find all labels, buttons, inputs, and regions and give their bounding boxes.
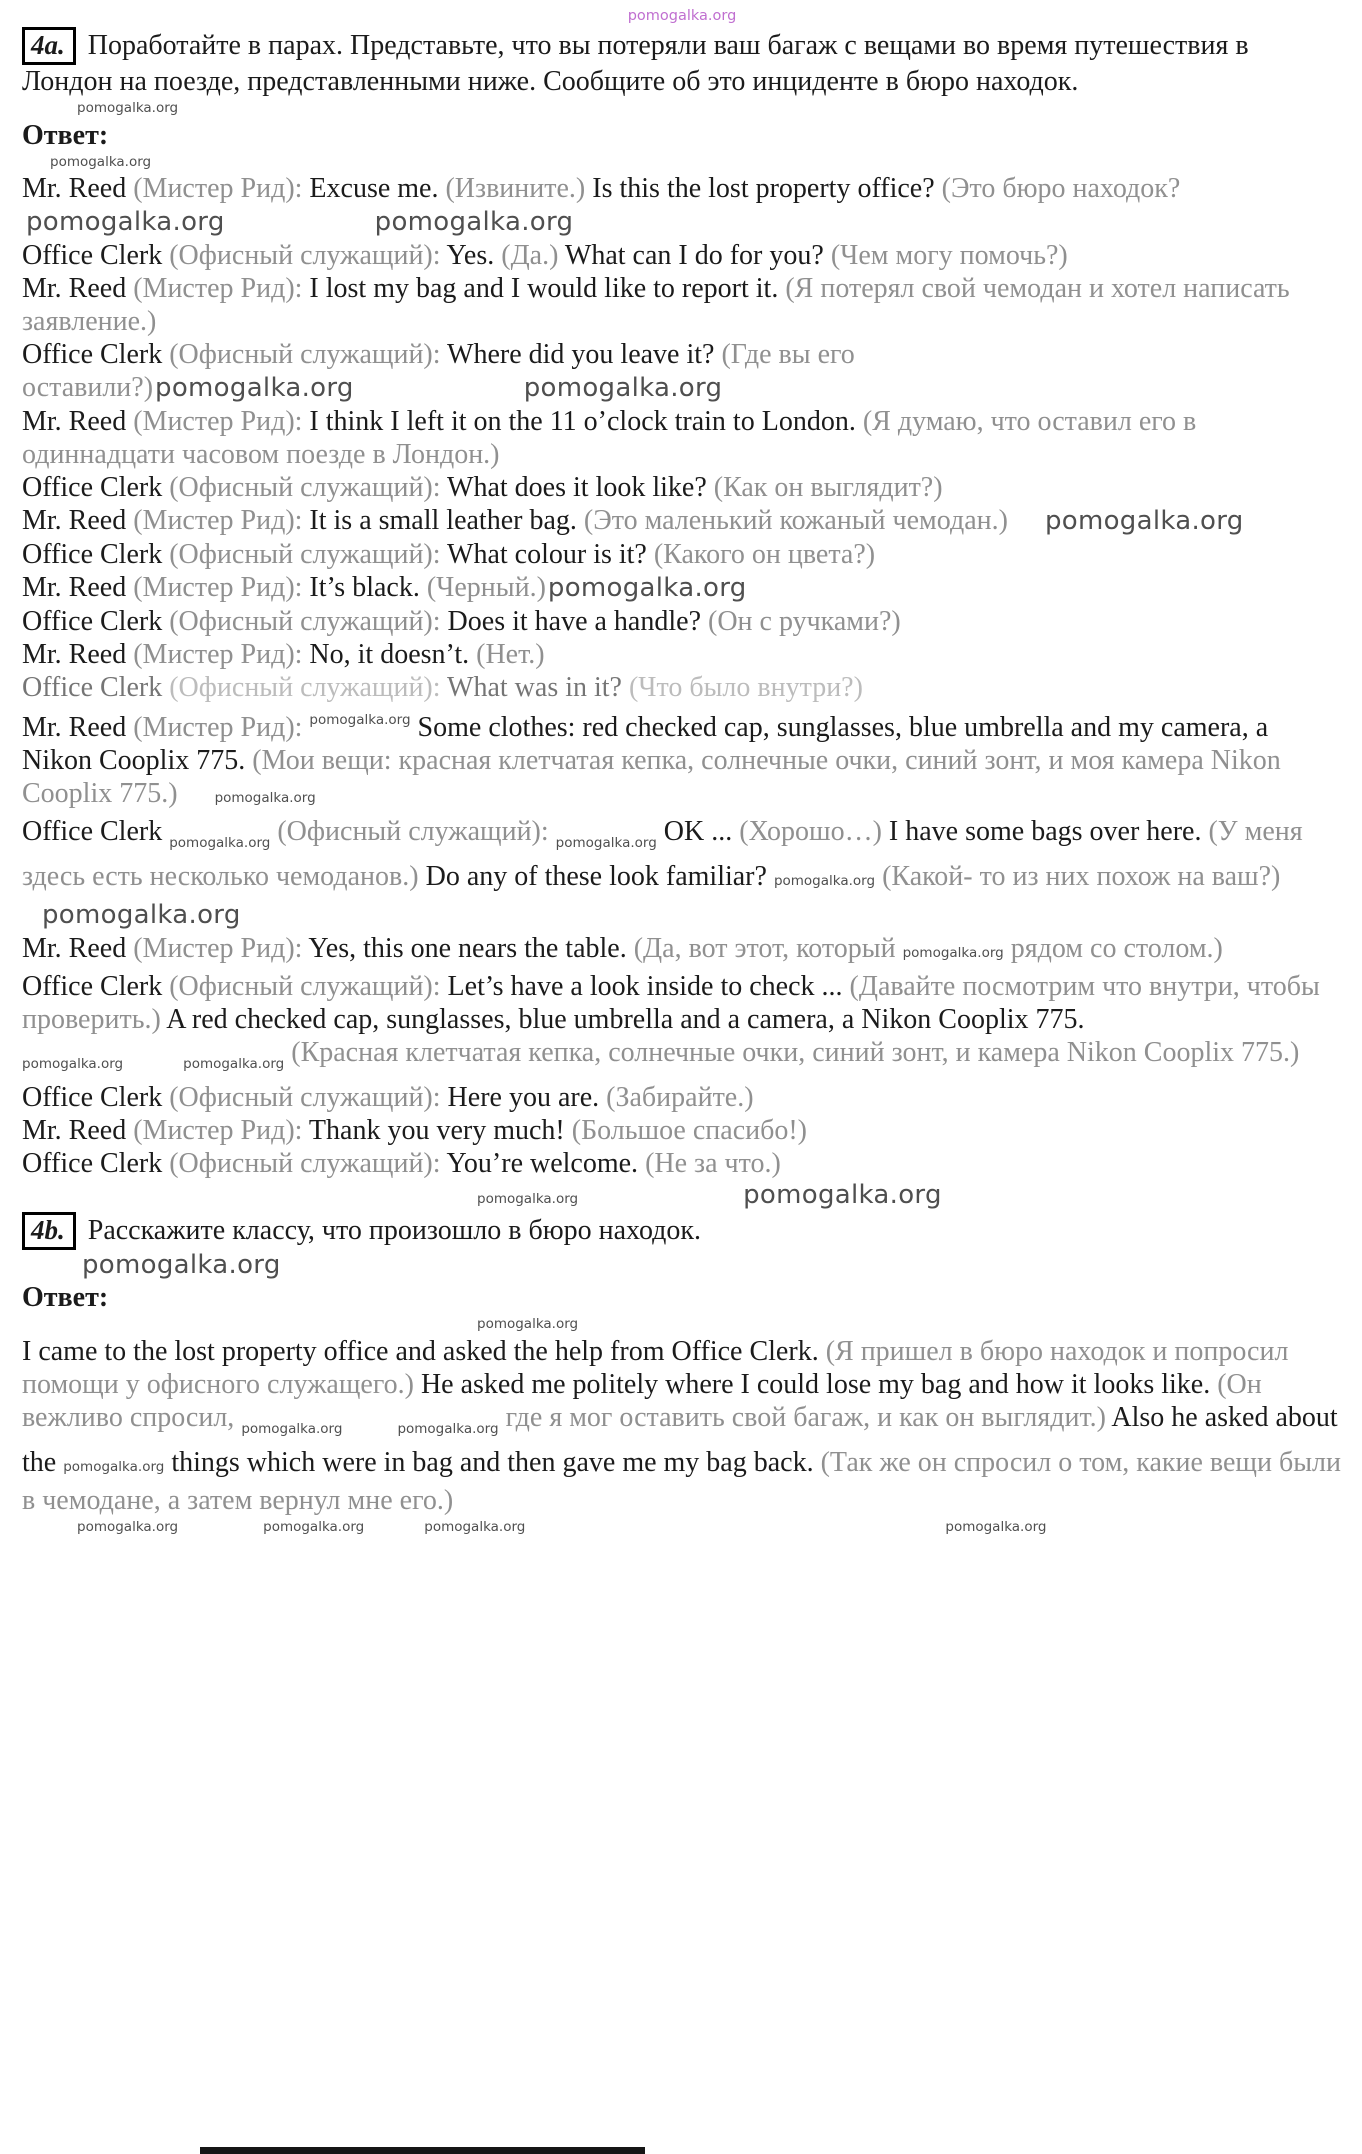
english-text: I lost my bag and I would like to report it. <box>309 273 786 305</box>
english-text: It is a small leather bag. <box>309 505 584 537</box>
dialogue-paragraph <box>22 405 1342 471</box>
russian-translation: (Мистер Рид): <box>133 639 310 671</box>
task-paragraph <box>22 27 1342 98</box>
russian-translation: (Извините.) <box>445 173 593 205</box>
russian-translation: (Офисный служащий): <box>169 472 448 504</box>
speaker-name: Office Clerk <box>22 339 170 371</box>
english-text: Do any of these look familiar? <box>425 861 774 893</box>
speaker-name: Mr. Reed <box>22 1115 134 1147</box>
russian-translation: (Где вы его оставили?) <box>22 339 855 404</box>
english-text: He asked me politely where I could lose my bag and how it looks like. <box>420 1368 1218 1400</box>
english-text: I have some bags over here. <box>888 816 1209 848</box>
english-text: Also he asked about the <box>22 1401 1338 1478</box>
watermark-line <box>22 8 1342 25</box>
russian-translation: где я мог оставить свой багаж, и как он выглядит.) <box>498 1401 1112 1433</box>
dialogue-paragraph <box>22 538 1342 571</box>
russian-translation: (Мистер Рид): <box>133 505 310 537</box>
russian-translation: (Да, вот этот, который <box>633 933 903 965</box>
russian-translation: (Что было внутри?) <box>628 672 863 704</box>
speaker-name: Mr. Reed <box>22 712 134 744</box>
task-paragraph <box>22 1212 1342 1250</box>
watermark: pomogalka.org <box>77 99 179 116</box>
watermark: pomogalka.org <box>902 945 1004 962</box>
english-text: I came to the lost property office and asked the help from Office Clerk. <box>22 1335 826 1367</box>
russian-translation: (Это маленький кожаный чемодан.) <box>583 505 1015 537</box>
russian-translation: (Мистер Рид): <box>133 273 310 305</box>
english-text: I think I left it on the 11 o’clock train to London. <box>309 406 863 438</box>
russian-translation: рядом со столом.) <box>1003 933 1223 965</box>
english-text: Thank you very much! <box>308 1115 572 1147</box>
dialogue-paragraph <box>22 172 1342 239</box>
speaker-name: Mr. Reed <box>22 173 134 205</box>
watermark: pomogalka.org <box>424 1518 526 1535</box>
speaker-name: Office Clerk <box>22 971 170 1003</box>
english-text: Yes, this one nears the table. <box>308 933 634 965</box>
speaker-name: Office Clerk <box>22 240 170 272</box>
answer-heading: Ответ: <box>22 1281 109 1313</box>
russian-translation: (Я потерял свой чемодан и хотел написать заявление.) <box>22 273 1290 338</box>
watermark: pomogalka.org <box>155 373 354 404</box>
dialogue-paragraph <box>22 970 1342 1081</box>
task-number-label: 4a. <box>22 27 76 65</box>
dialogue-paragraph <box>22 471 1342 504</box>
dialogue-paragraph <box>22 338 1342 405</box>
task-text: Расскажите классу, что произошло в бюро находок. <box>87 1214 702 1246</box>
watermark: pomogalka.org <box>1044 506 1244 537</box>
russian-translation: (Красная клетчатая кепка, солнечные очки, синий зонт, и камера Nikon Cooplix 775.) <box>284 1037 1300 1069</box>
speaker-name: Mr. Reed <box>22 639 134 671</box>
speaker-name: Office Clerk <box>22 816 170 848</box>
english-text: Where did you leave it? <box>447 339 722 371</box>
dialogue-paragraph <box>22 272 1342 338</box>
watermark: pomogalka.org <box>183 1056 285 1073</box>
speaker-name: Office Clerk <box>22 539 170 571</box>
russian-translation: (Не за что.) <box>645 1148 781 1180</box>
watermark: pomogalka.org <box>263 1518 365 1535</box>
dialogue-paragraph <box>22 605 1342 638</box>
dialogue-paragraph <box>22 504 1342 538</box>
watermark: pomogalka.org <box>82 1249 281 1280</box>
russian-translation: (Я думаю, что оставил его в одиннадцати часовом поезде в Лондон.) <box>22 406 1197 471</box>
watermark: pomogalka.org <box>241 1420 343 1437</box>
russian-translation: (Какой- то из них похож на ваш?) <box>875 861 1281 893</box>
speaker-name: Mr. Reed <box>22 273 134 305</box>
watermark: pomogalka.org <box>42 900 241 931</box>
watermark: pomogalka.org <box>63 1458 165 1475</box>
russian-translation: (Мистер Рид): <box>133 1115 309 1147</box>
speaker-name: Office Clerk <box>22 606 170 638</box>
watermark: pomogalka.org <box>773 873 876 890</box>
dialogue-paragraph <box>22 704 1342 815</box>
russian-translation: (Как он выглядит?) <box>713 472 943 504</box>
watermark-line <box>22 1249 1342 1280</box>
bottom-artifact-bar <box>200 2147 645 2154</box>
watermark: pomogalka.org <box>26 207 225 238</box>
russian-translation: (Какого он цвета?) <box>653 539 876 571</box>
speaker-name: Mr. Reed <box>22 505 134 537</box>
watermark: pomogalka.org <box>50 153 152 170</box>
speaker-name: Mr. Reed <box>22 406 134 438</box>
english-text: It’s black. <box>309 572 427 604</box>
english-text: Is this the lost property office? <box>592 173 942 205</box>
dialogue-paragraph <box>22 1081 1342 1114</box>
english-text: What can I do for you? <box>564 240 831 272</box>
watermark: pomogalka.org <box>22 1056 124 1073</box>
russian-translation: (Офисный служащий): <box>169 339 448 371</box>
russian-translation: (Хорошо…) <box>739 816 889 848</box>
task-number-label: 4b. <box>22 1212 76 1250</box>
english-text: Here you are. <box>447 1082 607 1114</box>
russian-translation: (У меня здесь есть несколько чемоданов.) <box>22 816 1303 893</box>
dialogue-paragraph <box>22 1147 1342 1180</box>
english-text: OK ... <box>656 816 740 848</box>
english-text: What does it look like? <box>447 472 714 504</box>
russian-translation: (Он вежливо спросил, <box>22 1368 1262 1433</box>
watermark-line <box>22 100 1342 117</box>
watermark: pomogalka.org <box>477 1315 579 1332</box>
english-text: No, it doesn’t. <box>309 639 477 671</box>
dialogue-paragraph <box>22 1114 1342 1147</box>
english-text: things which were in bag and then gave me my bag back. <box>164 1446 821 1478</box>
russian-translation: (Офисный служащий): <box>169 672 448 704</box>
speaker-name: Office Clerk <box>22 1082 170 1114</box>
watermark: pomogalka.org <box>397 1420 499 1437</box>
russian-translation: (Я пришел в бюро находок и попросил помощи у офисного служащего.) <box>22 1335 1289 1400</box>
russian-translation: (Мистер Рид): <box>133 933 309 965</box>
russian-translation: (Мистер Рид): <box>133 173 310 205</box>
watermark: pomogalka.org <box>77 1518 179 1535</box>
watermark: pomogalka.org <box>627 8 737 24</box>
russian-translation: (Мистер Рид): <box>133 406 310 438</box>
russian-translation: (Офисный служащий): <box>169 1082 448 1114</box>
speaker-name: Office Clerk <box>22 1148 170 1180</box>
watermark-line <box>22 1316 1342 1333</box>
russian-translation: (Давайте посмотрим что внутри, чтобы проверить.) <box>22 971 1320 1036</box>
russian-translation: (Забирайте.) <box>606 1082 754 1114</box>
speaker-name: Mr. Reed <box>22 933 134 965</box>
english-text: What was in it? <box>447 672 629 704</box>
english-text: Does it have a handle? <box>447 606 708 638</box>
russian-translation: (Так же он спросил о том, какие вещи были в чемодане, а затем вернул мне его.) <box>22 1446 1341 1516</box>
watermark: pomogalka.org <box>309 712 411 729</box>
russian-translation: (Он с ручками?) <box>708 606 901 638</box>
watermark-line <box>22 1519 1342 1536</box>
russian-translation: (Мистер Рид): <box>133 572 310 604</box>
dialogue-paragraph <box>22 638 1342 671</box>
english-text: Some clothes: red checked cap, sunglasses, blue umbrella and my camera, a Nikon Cooplix 775. <box>22 712 1269 777</box>
russian-translation: (Мои вещи: красная клетчатая кепка, солнечные очки, синий зонт, и моя камера Nikon Cooplix 775.) <box>22 745 1281 810</box>
russian-translation: (Офисный служащий): <box>169 606 448 638</box>
watermark: pomogalka.org <box>945 1518 1047 1535</box>
watermark-line <box>22 1182 1342 1209</box>
russian-translation: (Офисный служащий): <box>169 240 447 272</box>
english-text: You’re welcome. <box>446 1148 646 1180</box>
watermark: pomogalka.org <box>743 1180 942 1211</box>
watermark: pomogalka.org <box>169 835 271 852</box>
english-text: Let’s have a look inside to check ... <box>447 971 850 1003</box>
dialogue-paragraph <box>22 239 1342 272</box>
speaker-name: Office Clerk <box>22 472 170 504</box>
watermark: pomogalka.org <box>477 1191 579 1208</box>
speaker-name: Mr. Reed <box>22 572 134 604</box>
watermark: pomogalka.org <box>374 207 574 238</box>
document-body <box>22 8 1342 1536</box>
answer-heading: Ответ: <box>22 119 109 151</box>
english-text: A red checked cap, sunglasses, blue umbrella and a camera, a Nikon Cooplix 775. <box>166 1004 1085 1036</box>
russian-translation: (Это бюро находок? <box>941 173 1181 205</box>
russian-translation: (Офисный служащий): <box>169 971 448 1003</box>
dialogue-paragraph <box>22 671 1342 704</box>
dialogue-paragraph <box>22 932 1342 970</box>
watermark-line <box>22 154 1342 171</box>
russian-translation: (Черный.) <box>426 572 546 604</box>
dialogue-paragraph <box>22 815 1342 932</box>
russian-translation: (Да.) <box>501 240 565 272</box>
russian-translation: (Мистер Рид): <box>133 712 310 744</box>
russian-translation: (Офисный служащий): <box>169 1148 447 1180</box>
russian-translation: (Офисный служащий): <box>169 539 448 571</box>
watermark: pomogalka.org <box>555 835 657 852</box>
russian-translation: (Чем могу помочь?) <box>830 240 1068 272</box>
english-text: Yes. <box>446 240 502 272</box>
speaker-name: Office Clerk <box>22 672 170 704</box>
dialogue-paragraph <box>22 1335 1342 1517</box>
watermark: pomogalka.org <box>523 373 723 404</box>
task-text: Поработайте в парах. Представьте, что вы потеряли ваш багаж с вещами во время путешествия в Лондон на поезде, представленными ниже. Сообщите об это инциденте в бюро находок. <box>22 29 1249 97</box>
watermark: pomogalka.org <box>214 790 316 807</box>
english-text: What colour is it? <box>447 539 654 571</box>
russian-translation: (Офисный служащий): <box>270 816 556 848</box>
russian-translation: (Большое спасибо!) <box>571 1115 808 1147</box>
watermark: pomogalka.org <box>547 573 747 604</box>
dialogue-paragraph <box>22 571 1342 605</box>
russian-translation: (Нет.) <box>476 639 545 671</box>
english-text: Excuse me. <box>309 173 446 205</box>
